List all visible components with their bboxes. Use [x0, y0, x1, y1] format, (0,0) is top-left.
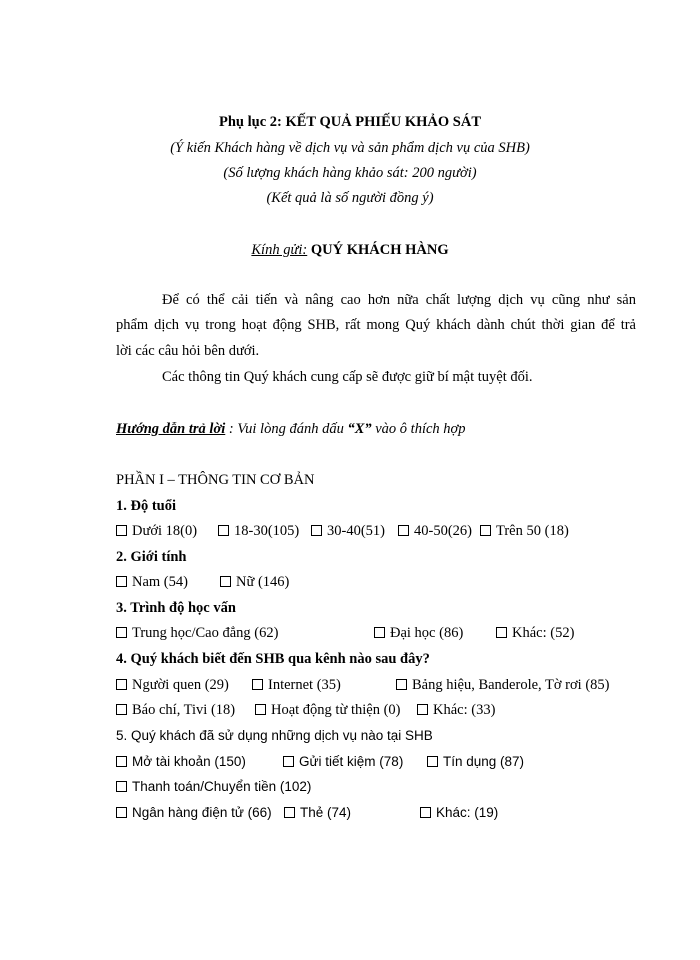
- education-option-university[interactable]: Đại học (86): [374, 624, 463, 642]
- age-option-40-50[interactable]: 40-50(26): [398, 522, 472, 540]
- answer-instruction: [116, 420, 466, 438]
- checkbox[interactable]: [252, 679, 263, 690]
- checkbox[interactable]: [116, 627, 127, 638]
- service-option-credit[interactable]: Tín dụng (87): [427, 753, 524, 771]
- age-option-over50[interactable]: Trên 50 (18): [480, 522, 569, 540]
- channel-option-other[interactable]: Khác: (33): [417, 701, 495, 719]
- checkbox[interactable]: [116, 756, 127, 767]
- checkbox[interactable]: [218, 525, 229, 536]
- service-option-other[interactable]: Khác: (19): [420, 804, 498, 822]
- checkbox[interactable]: [116, 679, 127, 690]
- survey-subtitle: (Ý kiến Khách hàng về dịch vụ và sản phẩm dịch vụ của SHB): [170, 140, 530, 156]
- question-gender: 2. Giới tính: [116, 549, 187, 565]
- channel-option-billboard[interactable]: Bảng hiệu, Banderole, Tờ rơi (85): [396, 676, 609, 694]
- result-note: (Kết quả là số người đồng ý): [266, 190, 434, 206]
- instruction-text: Vui lòng đánh dấu: [237, 421, 348, 437]
- checkbox[interactable]: [283, 756, 294, 767]
- appendix-title: Phụ lục 2: KẾT QUẢ PHIẾU KHẢO SÁT: [219, 114, 481, 130]
- service-option-account[interactable]: Mở tài khoản (150): [116, 753, 246, 771]
- checkbox[interactable]: [220, 576, 231, 587]
- intro-line-2: phẩm dịch vụ trong hoạt động SHB, rất mong Quý khách dành chút thời gian để trả: [116, 317, 636, 333]
- confidentiality-note: Các thông tin Quý khách cung cấp sẽ được giữ bí mật tuyệt đối.: [162, 369, 533, 385]
- education-option-highschool[interactable]: Trung học/Cao đẳng (62): [116, 624, 278, 642]
- age-option-18-30[interactable]: 18-30(105): [218, 522, 299, 540]
- instruction-sep: :: [225, 421, 238, 437]
- age-option-30-40[interactable]: 30-40(51): [311, 522, 385, 540]
- checkbox[interactable]: [420, 807, 431, 818]
- checkbox[interactable]: [311, 525, 322, 536]
- gender-option-male[interactable]: Nam (54): [116, 573, 188, 591]
- checkbox[interactable]: [116, 576, 127, 587]
- checkbox[interactable]: [116, 704, 127, 715]
- checkbox[interactable]: [417, 704, 428, 715]
- checkbox[interactable]: [116, 807, 127, 818]
- service-option-ebanking[interactable]: Ngân hàng điện tử (66): [116, 804, 272, 822]
- channel-option-internet[interactable]: Internet (35): [252, 676, 341, 694]
- service-option-savings[interactable]: Gửi tiết kiệm (78): [283, 753, 403, 771]
- checkbox[interactable]: [116, 781, 127, 792]
- checkbox[interactable]: [496, 627, 507, 638]
- checkbox[interactable]: [396, 679, 407, 690]
- intro-line-3: lời các câu hỏi bên dưới.: [116, 343, 260, 359]
- channel-option-press-tv[interactable]: Báo chí, Tivi (18): [116, 701, 235, 719]
- intro-line-1: Để có thể cải tiến và nâng cao hơn nữa chất lượng dịch vụ cũng như sản: [162, 292, 636, 308]
- sample-size-note: (Số lượng khách hàng khảo sát: 200 người): [223, 165, 477, 181]
- instruction-mark: “X”: [347, 421, 372, 437]
- service-option-payment[interactable]: Thanh toán/Chuyển tiền (102): [116, 778, 311, 796]
- education-option-other[interactable]: Khác: (52): [496, 624, 574, 642]
- question-education: 3. Trình độ học vấn: [116, 600, 236, 616]
- checkbox[interactable]: [374, 627, 385, 638]
- question-age: 1. Độ tuổi: [116, 498, 177, 514]
- section-heading: PHẦN I – THÔNG TIN CƠ BẢN: [116, 472, 315, 488]
- greeting-prefix: Kính gửi:: [251, 242, 308, 258]
- instruction-label: Hướng dẫn trả lời: [116, 421, 226, 437]
- checkbox[interactable]: [255, 704, 266, 715]
- gender-option-female[interactable]: Nữ (146): [220, 573, 289, 591]
- greeting-recipient: QUÝ KHÁCH HÀNG: [310, 242, 449, 258]
- question-services: 5. Quý khách đã sử dụng những dịch vụ nào tại SHB: [116, 728, 433, 743]
- channel-option-acquaintance[interactable]: Người quen (29): [116, 676, 229, 694]
- service-option-card[interactable]: Thẻ (74): [284, 804, 351, 822]
- checkbox[interactable]: [427, 756, 438, 767]
- checkbox[interactable]: [398, 525, 409, 536]
- greeting: [0, 241, 700, 259]
- checkbox[interactable]: [284, 807, 295, 818]
- checkbox[interactable]: [480, 525, 491, 536]
- channel-option-charity[interactable]: Hoạt động từ thiện (0): [255, 701, 400, 719]
- checkbox[interactable]: [116, 525, 127, 536]
- question-channel: 4. Quý khách biết đến SHB qua kênh nào sau đây?: [116, 651, 430, 667]
- instruction-text-after: vào ô thích hợp: [371, 421, 466, 437]
- age-option-under18[interactable]: Dưới 18(0): [116, 522, 197, 540]
